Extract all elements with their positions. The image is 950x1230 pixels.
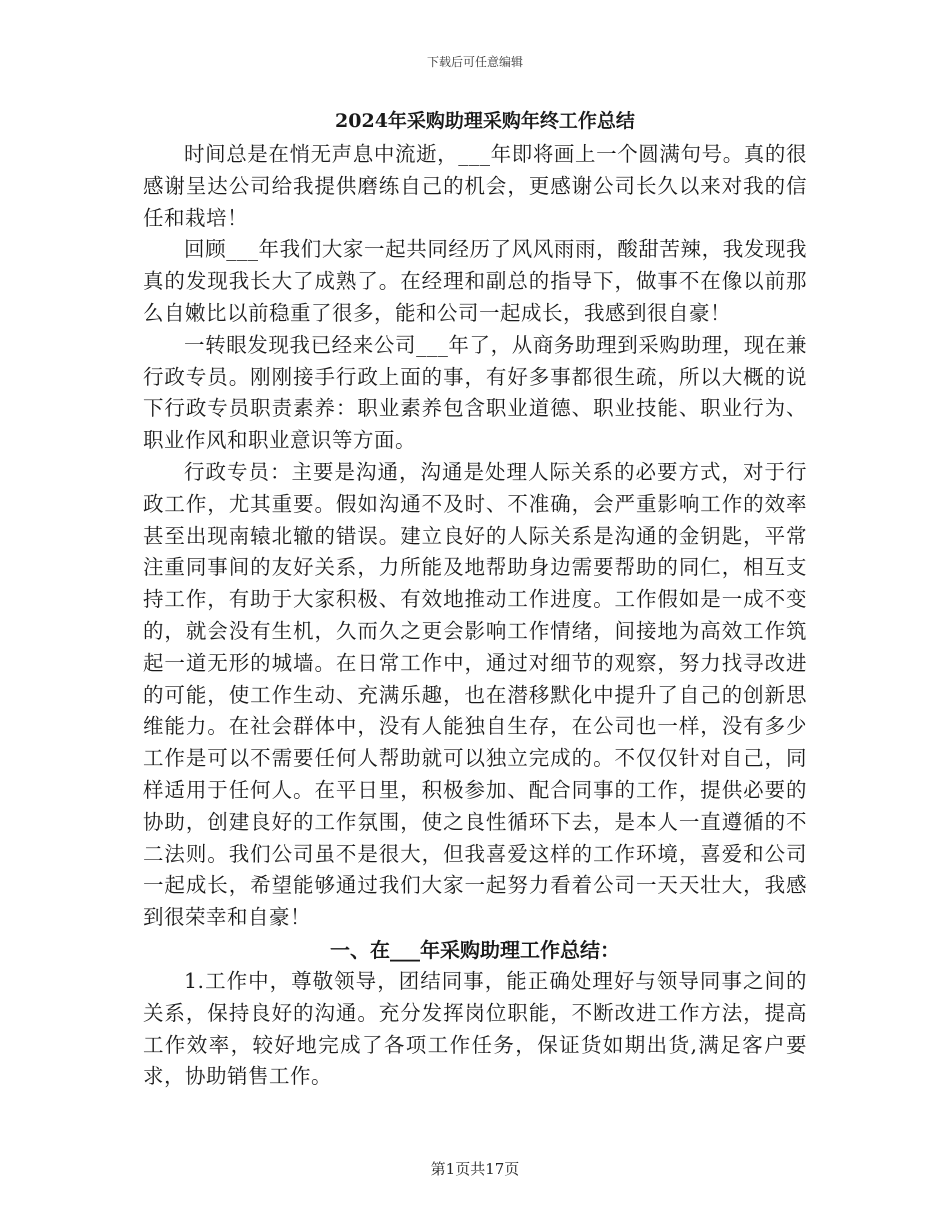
document-body — [143, 107, 807, 1093]
section-heading: 一、在___年采购助理工作总结： — [330, 937, 620, 962]
header-note: 下载后可任意编辑 — [426, 55, 523, 69]
paragraph: 行政专员：主要是沟通，沟通是处理人际关系的必要方式，对于行政工作，尤其重要。假如沟通不及时、不准确，会严重影响工作的效率甚至出现南辕北辙的错误。建立良好的人际关系是沟通的金钥匙，平常注重同事间的友好关系，力所能及地帮助身边需要帮助的同仁，相互支持工作，有助于大家积极、有效地推动工作进度。工作假如是一成不变的，就会没有生机，久而久之更会影响工作情绪，间接地为高效工作筑起一道无形的城墙。在日常工作中，通过对细节的观察，努力找寻改进的可能，使工作生动、充满乐趣，也在潜移默化中提升了自己的创新思维能力。在社会群体中，没有人能独自生存，在公司也一样，没有多少工作是可以不需要任何人帮助就可以独立完成的。不仅仅针对自己，同样适用于任何人。在平日里，积极参加、配合同事的工作，提供必要的协助，创建良好的工作氛围，使之良性循环下去，是本人一直遵循的不二法则。我们公司虽不是很大，但我喜爱这样的工作环境，喜爱和公司一起成长，希望能够通过我们大家一起努力看着公司一天天壮大，我感到很荣幸和自豪！ — [143, 459, 807, 930]
paragraph: 1.工作中，尊敬领导，团结同事，能正确处理好与领导同事之间的关系，保持良好的沟通。充分发挥岗位职能，不断改进工作方法，提高工作效率，较好地完成了各项工作任务，保证货如期出货,满足客户要求，协助销售工作。 — [143, 968, 807, 1089]
paragraph: 一转眼发现我已经来公司___年了，从商务助理到采购助理，现在兼行政专员。刚刚接手行政上面的事，有好多事都很生疏，所以大概的说下行政专员职责素养：职业素养包含职业道德、职业技能、职业行为、职业作风和职业意识等方面。 — [143, 332, 807, 453]
page-indicator: 第1页共17页 — [430, 1160, 520, 1178]
document-title: 2024年采购助理采购年终工作总结 — [335, 110, 635, 132]
paragraph: 回顾___年我们大家一起共同经历了风风雨雨，酸甜苦辣，我发现我真的发现我长大了成熟了。在经理和副总的指导下，做事不在像以前那么自嫩比以前稳重了很多，能和公司一起成长，我感到很自豪！ — [143, 237, 807, 325]
paragraph: 时间总是在悄无声息中流逝，___年即将画上一个圆满句号。真的很感谢呈达公司给我提供磨练自己的机会，更感谢公司长久以来对我的信任和栽培！ — [143, 142, 807, 230]
